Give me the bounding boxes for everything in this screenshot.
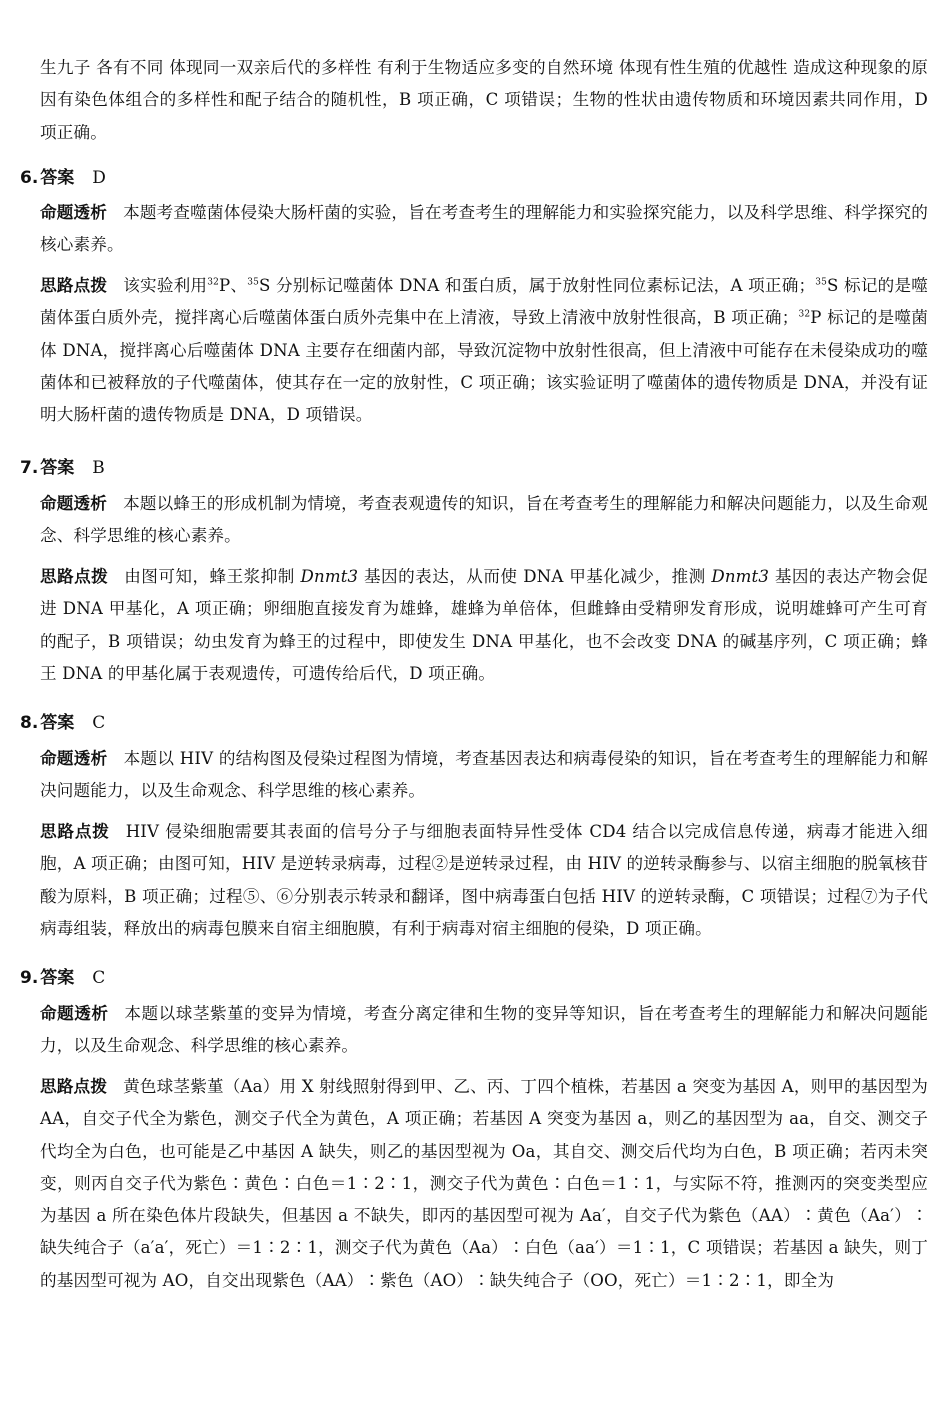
gene-name: Dnmt3 [300, 567, 359, 586]
analysis-label: 命题透析 [40, 494, 108, 513]
question-number: 7. [20, 458, 39, 478]
intro-paragraph: 生九子 各有不同 体现同一双亲后代的多样性 有利于生物适应多变的自然环境 体现有性生殖的优越性 造成这种现象的原因有染色体组合的多样性和配子结合的随机性，B 项正确，C 项错误；生物的性状由遗传物质和环境因素共同作用，D 项正确。 [40, 58, 928, 142]
hint-label: 思路点拨 [40, 567, 109, 586]
answer-value: D [92, 168, 106, 188]
question-8-header [20, 711, 105, 735]
answer-label: 答案 [40, 713, 75, 733]
answer-value: C [92, 713, 106, 733]
answer-label: 答案 [40, 458, 75, 478]
question-6-analysis [40, 197, 928, 262]
question-9-hint [40, 1071, 928, 1297]
isotope-superscript: 35 [247, 277, 259, 288]
isotope-superscript: 32 [798, 309, 811, 320]
answer-label: 答案 [40, 968, 75, 988]
question-9-header [20, 966, 105, 990]
question-7-header [20, 456, 105, 480]
question-7-analysis [40, 488, 928, 553]
question-8-hint [40, 816, 928, 945]
question-number: 9. [20, 968, 39, 988]
hint-label: 思路点拨 [40, 276, 108, 295]
question-8-analysis [40, 743, 928, 808]
question-7-hint: 思路点拨 由图可知，蜂王浆抑制 Dnmt3 基因的表达，从而使 DNA 甲基化减少，推测 Dnmt3 基因的表达产物会促进 DNA 甲基化，A 项正确；卵细胞直接发育为雄蜂，雄蜂为单倍体，但雌蜂由受精卵发育形成，说明雄蜂可产生可育的配子，B 项错误；幼虫发育为蜂王的过程中，即使发生 DNA 甲基化，也不会改变 DNA 的碱基序列，C 项正确；蜂王 DNA 的甲基化属于表观遗传，可遗传给后代，D 项正确。 [40, 567, 928, 683]
analysis-text: 本题以蜂王的形成机制为情境，考查表观遗传的知识，旨在考查考生的理解能力和解决问题能力，以及生命观念、科学思维的核心素养。 [40, 494, 928, 546]
analysis-label: 命题透析 [40, 1004, 109, 1023]
isotope-superscript: 32 [207, 277, 220, 288]
analysis-label: 命题透析 [40, 203, 108, 222]
answer-value: B [92, 458, 105, 478]
analysis-label: 命题透析 [40, 749, 108, 768]
question-number: 8. [20, 713, 39, 733]
question-number: 6. [20, 168, 39, 188]
hint-text: 黄色球茎紫堇（Aa）用 X 射线照射得到甲、乙、丙、丁四个植株，若基因 a 突变为基因 A，则甲的基因型为 AA，自交子代全为紫色，测交子代全为黄色，A 项正确；若基因 A 突变为基因 a，则乙的基因型为 aa，自交、测交子代均全为白色，也可能是乙中基因 A 缺失，则乙的基因型视为 Oa，其自交、测交后代均为白色，B 项正确；若丙未突变，则丙自交子代为紫色∶黄色∶白色＝1∶2∶1，测交子代为黄色∶白色＝1∶1，与实际不符，推测丙的突变类型应为基因 a 所在染色体片段缺失，但基因 a 不缺失，即丙的基因型可视为 Aa′，自交子代为紫色（AA）∶黄色（Aa′）∶缺失纯合子（a′a′，死亡）＝1∶2∶1，测交子代为黄色（Aa）∶白色（aa′）＝1∶1，C 项错误；若基因 a 缺失，则丁的基因型可视为 AO，自交出现紫色（AA）∶紫色（AO）∶缺失纯合子（OO，死亡）＝1∶2∶1，即全为 [40, 1077, 929, 1290]
hint-label: 思路点拨 [40, 1077, 108, 1096]
analysis-text: 本题考查噬菌体侵染大肠杆菌的实验，旨在考查考生的理解能力和实验探究能力，以及科学思维、科学探究的核心素养。 [40, 203, 928, 255]
answer-value: C [92, 968, 106, 988]
gene-name: Dnmt3 [711, 567, 770, 586]
question-6-header [20, 166, 106, 190]
hint-label: 思路点拨 [40, 822, 110, 841]
analysis-text: 本题以球茎紫堇的变异为情境，考查分离定律和生物的变异等知识，旨在考查考生的理解能力和解决问题能力，以及生命观念、科学思维的核心素养。 [40, 1004, 928, 1056]
question-9-analysis [40, 998, 928, 1063]
hint-text: HIV 侵染细胞需要其表面的信号分子与细胞表面特异性受体 CD4 结合以完成信息传递，病毒才能进入细胞，A 项正确；由图可知，HIV 是逆转录病毒，过程②是逆转录过程，由 HIV 的逆转录酶参与、以宿主细胞的脱氧核苷酸为原料，B 项正确；过程⑤、⑥分别表示转录和翻译，图中病毒蛋白包括 HIV 的逆转录酶，C 项错误；过程⑦为子代病毒组装，释放出的病毒包膜来自宿主细胞膜，有利于病毒对宿主细胞的侵染，D 项正确。 [40, 822, 928, 938]
analysis-text: 本题以 HIV 的结构图及侵染过程图为情境，考查基因表达和病毒侵染的知识，旨在考查考生的理解能力和解决问题能力，以及生命观念、科学思维的核心素养。 [40, 749, 928, 801]
answer-label: 答案 [40, 168, 75, 188]
question-6-hint: 思路点拨 该实验利用$^{32}$P、$^{35}$S 分别标记噬菌体 DNA 和蛋白质，属于放射性同位素标记法，A 项正确；$^{35}$S 标记的是噬菌体蛋白质外壳，搅拌离心后噬菌体蛋白质外壳集中在上清液，导致上清液中放射性很高，B 项正确；$^{32}$P 标记的是噬菌体 DNA，搅拌离心后噬菌体 DNA 主要存在细菌内部，导致沉淀物中放射性很高，但上清液中可能存在未侵染成功的噬菌体和已被释放的子代噬菌体，使其存在一定的放射性，C 项正确；该实验证明了噬菌体的遗传物质是 DNA，并没有证明大肠杆菌的遗传物质是 DNA，D 项错误。 [40, 276, 928, 425]
isotope-superscript: 35 [815, 277, 828, 288]
